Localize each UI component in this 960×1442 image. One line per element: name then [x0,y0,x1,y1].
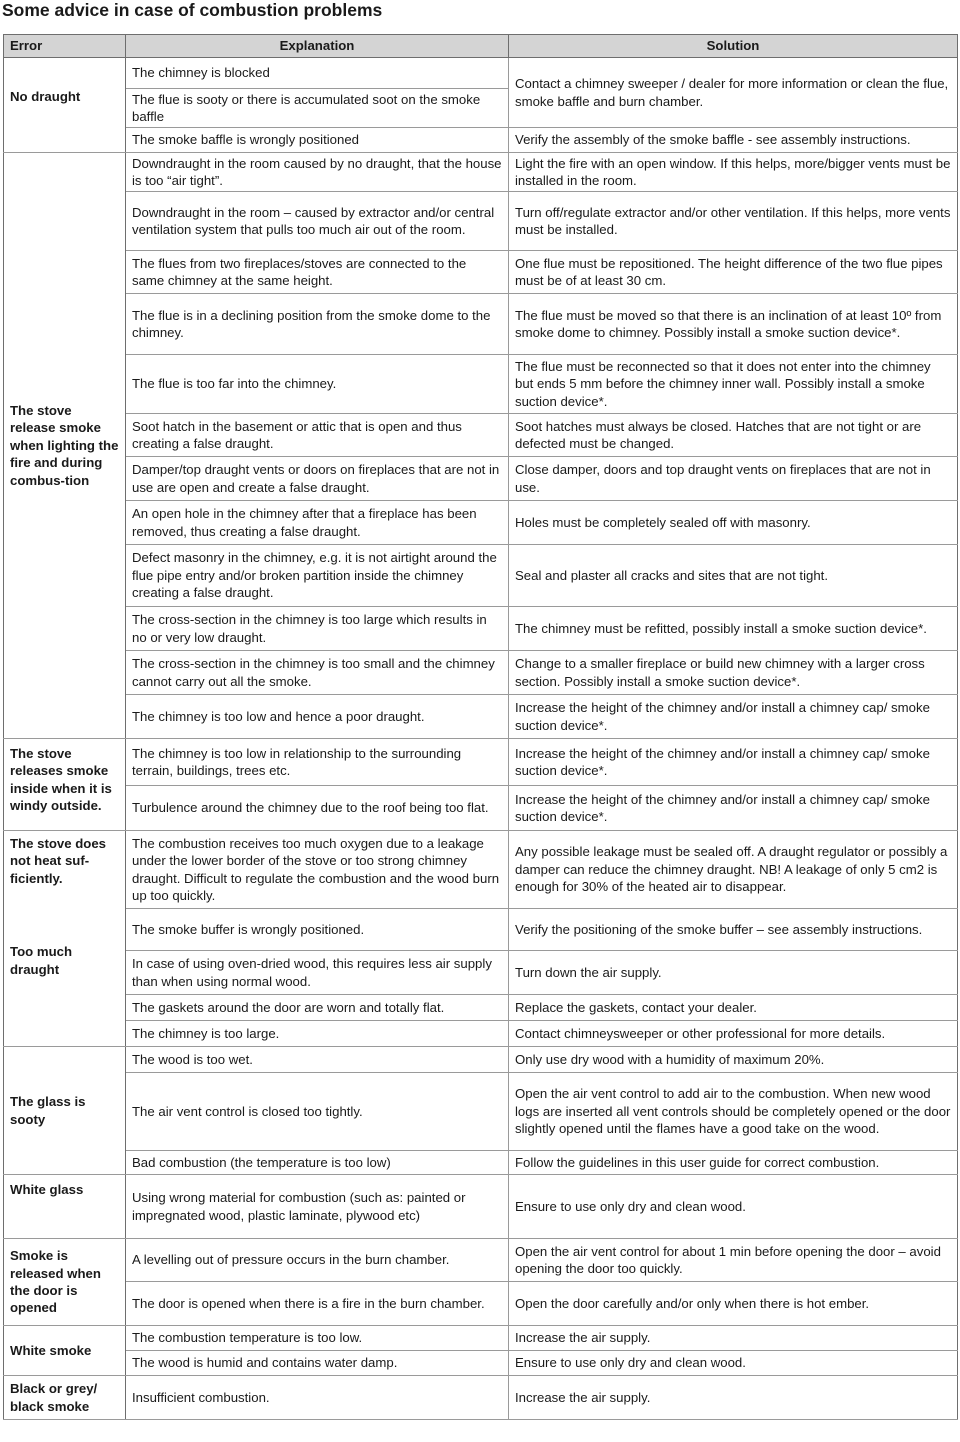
table-row [4,457,958,501]
solution-cell: The flue must be moved so that there is an inclination of at least 10º from smoke dome to chimney. Possibly install a smoke suction device*. [509,294,958,355]
table-row [4,1047,958,1073]
table-row [4,153,958,192]
explanation-cell: The chimney is blocked [126,58,509,89]
explanation-cell: The wood is humid and contains water damp. [126,1351,509,1376]
table-row [4,1326,958,1351]
table-row [4,414,958,457]
solution-cell: Change to a smaller fireplace or build new chimney with a larger cross section. Possibly install a smoke suction device*. [509,651,958,695]
table-row [4,1282,958,1326]
solution-cell: Ensure to use only dry and clean wood. [509,1175,958,1239]
solution-cell: Seal and plaster all cracks and sites that are not tight. [509,545,958,607]
header-solution: Solution [509,35,958,58]
solution-cell: Increase the height of the chimney and/or install a chimney cap/ smoke suction device*. [509,695,958,739]
explanation-cell: Damper/top draught vents or doors on fireplaces that are not in use are open and create a false draught. [126,457,509,501]
explanation-cell: Downdraught in the room caused by no draught, that the house is too “air tight”. [126,153,509,192]
table-row [4,951,958,995]
solution-cell: Increase the air supply. [509,1376,958,1420]
error-cell-black-smoke: Black or grey/ black smoke [4,1376,126,1420]
table-row [4,58,958,89]
table-row [4,995,958,1021]
header-explanation: Explanation [126,35,509,58]
error-cell-door-opened: Smoke is released when the door is opened [4,1239,126,1326]
solution-cell: Contact chimneysweeper or other professional for more details. [509,1021,958,1047]
table-row [4,1151,958,1175]
page-title: Some advice in case of combustion problems [2,0,383,20]
header-error: Error [4,35,126,58]
explanation-cell: The flue is in a declining position from the smoke dome to the chimney. [126,294,509,355]
table-row [4,651,958,695]
error-cell-windy: The stove releases smoke inside when it is windy outside. [4,739,126,831]
table-row [4,355,958,414]
explanation-cell: Soot hatch in the basement or attic that is open and thus creating a false draught. [126,414,509,457]
table-row [4,128,958,153]
explanation-cell: In case of using oven-dried wood, this requires less air supply than when using normal wood. [126,951,509,995]
header-row [4,35,958,58]
solution-cell: Increase the height of the chimney and/or install a chimney cap/ smoke suction device*. [509,786,958,831]
explanation-cell: The smoke baffle is wrongly positioned [126,128,509,153]
solution-cell: Open the door carefully and/or only when there is hot ember. [509,1282,958,1326]
explanation-cell: A levelling out of pressure occurs in the burn chamber. [126,1239,509,1282]
explanation-cell: The cross-section in the chimney is too small and the chimney cannot carry out all the smoke. [126,651,509,695]
explanation-cell: Downdraught in the room – caused by extractor and/or central ventilation system that pulls too much air out of the room. [126,192,509,251]
explanation-cell: The flues from two fireplaces/stoves are connected to the same chimney at the same height. [126,251,509,294]
explanation-cell: An open hole in the chimney after that a fireplace has been removed, thus creating a false draught. [126,501,509,545]
table-row [4,1376,958,1420]
solution-cell: Only use dry wood with a humidity of maximum 20%. [509,1047,958,1073]
explanation-cell: The wood is too wet. [126,1047,509,1073]
explanation-cell: Turbulence around the chimney due to the roof being too flat. [126,786,509,831]
explanation-cell: The chimney is too low and hence a poor draught. [126,695,509,739]
solution-cell: Any possible leakage must be sealed off. A draught regulator or possibly a damper can reduce the chimney draught. NB! A leakage of only 5 cm2 is enough for 30% of the heated air to disappear. [509,831,958,909]
troubleshooting-table [3,34,958,1420]
table-row [4,1175,958,1239]
solution-cell: Turn down the air supply. [509,951,958,995]
solution-cell: Holes must be completely sealed off with masonry. [509,501,958,545]
table-row [4,909,958,951]
table-row [4,251,958,294]
explanation-cell: The door is opened when there is a fire in the burn chamber. [126,1282,509,1326]
error-cell-white-glass: White glass [4,1175,126,1239]
solution-cell: Open the air vent control for about 1 min before opening the door – avoid opening the door too quickly. [509,1239,958,1282]
explanation-cell: The combustion receives too much oxygen due to a leakage under the lower border of the stove or too strong chimney draught. Difficult to regulate the combustion and the wood burn up too quickly. [126,831,509,909]
solution-cell: Contact a chimney sweeper / dealer for more information or clean the flue, smoke baffle and burn chamber. [509,58,958,128]
solution-cell: Open the air vent control to add air to the combustion. When new wood logs are inserted all vent controls should be completely opened or the door slightly opened until the flames have a good take on the wood. [509,1073,958,1151]
solution-cell: One flue must be repositioned. The height difference of the two flue pipes must be of at least 30 cm. [509,251,958,294]
explanation-cell: The chimney is too large. [126,1021,509,1047]
solution-cell: Verify the assembly of the smoke baffle - see assembly instructions. [509,128,958,153]
solution-cell: Verify the positioning of the smoke buffer – see assembly instructions. [509,909,958,951]
table-row [4,545,958,607]
solution-cell: Close damper, doors and top draught vents on fireplaces that are not in use. [509,457,958,501]
solution-cell: Follow the guidelines in this user guide for correct combustion. [509,1151,958,1175]
table-row [4,294,958,355]
explanation-cell: The air vent control is closed too tightly. [126,1073,509,1151]
solution-cell: Ensure to use only dry and clean wood. [509,1351,958,1376]
solution-cell: Increase the air supply. [509,1326,958,1351]
error-cell-release-smoke: The stove release smoke when lighting the fire and during combus-tion [4,153,126,739]
table-row [4,1351,958,1376]
explanation-cell: The combustion temperature is too low. [126,1326,509,1351]
table-row [4,607,958,651]
explanation-cell: Bad combustion (the temperature is too low) [126,1151,509,1175]
table-row [4,831,958,909]
solution-cell: Light the fire with an open window. If this helps, more/bigger vents must be installed in the room. [509,153,958,192]
table-row [4,1239,958,1282]
explanation-cell: The smoke buffer is wrongly positioned. [126,909,509,951]
error-cell-white-smoke: White smoke [4,1326,126,1376]
error-cell-too-much-draught: The stove does not heat suf-ficiently. Too much draught [4,831,126,1047]
solution-cell: The flue must be reconnected so that it does not enter into the chimney but ends 5 mm before the chimney inner wall. Possibly install a smoke suction device*. [509,355,958,414]
table-row [4,695,958,739]
explanation-cell: Insufficient combustion. [126,1376,509,1420]
solution-cell: The chimney must be refitted, possibly install a smoke suction device*. [509,607,958,651]
explanation-cell: Defect masonry in the chimney, e.g. it is not airtight around the flue pipe entry and/or broken partition inside the chimney creating a false draught. [126,545,509,607]
explanation-cell: The cross-section in the chimney is too large which results in no or very low draught. [126,607,509,651]
error-cell-glass-sooty: The glass is sooty [4,1047,126,1175]
error-cell-no-draught: No draught [4,58,126,153]
table-row [4,786,958,831]
table-row [4,192,958,251]
solution-cell: Soot hatches must always be closed. Hatches that are not tight or are defected must be changed. [509,414,958,457]
explanation-cell: The flue is too far into the chimney. [126,355,509,414]
solution-cell: Increase the height of the chimney and/or install a chimney cap/ smoke suction device*. [509,739,958,786]
table-row [4,1073,958,1151]
table-row [4,1021,958,1047]
explanation-cell: The chimney is too low in relationship to the surrounding terrain, buildings, trees etc. [126,739,509,786]
table-row [4,739,958,786]
explanation-cell: Using wrong material for combustion (such as: painted or impregnated wood, plastic laminate, plywood etc) [126,1175,509,1239]
explanation-cell: The flue is sooty or there is accumulated soot on the smoke baffle [126,89,509,128]
table-row [4,501,958,545]
solution-cell: Turn off/regulate extractor and/or other ventilation. If this helps, more vents must be installed. [509,192,958,251]
solution-cell: Replace the gaskets, contact your dealer. [509,995,958,1021]
explanation-cell: The gaskets around the door are worn and totally flat. [126,995,509,1021]
